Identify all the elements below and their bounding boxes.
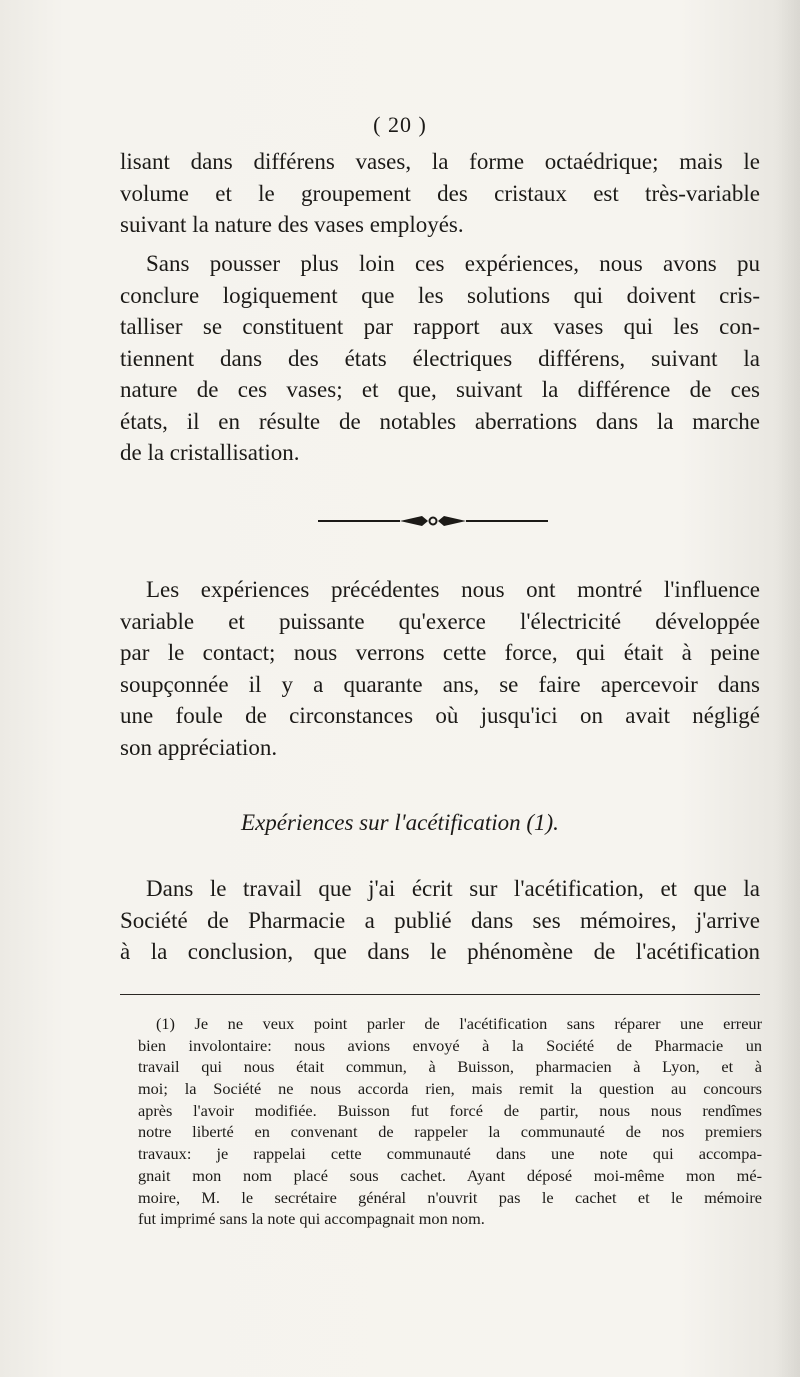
paragraph-2	[120, 248, 760, 469]
page-number: ( 20 )	[373, 112, 427, 137]
text-line: conclure logiquement que les solutions qui doivent cris-	[120, 282, 760, 308]
text-line: Les expériences précédentes nous ont montré l'influence	[146, 577, 760, 602]
text-line: tiennent dans des états électriques différens, suivant la	[120, 345, 760, 371]
footnote-line: moi; la Société ne nous accorda rien, mais remit la question au concours	[138, 1079, 762, 1099]
text-line: soupçonnée il y a quarante ans, se faire apercevoir dans	[120, 671, 760, 697]
footnote-line: (1) Je ne veux point parler de l'acétification sans réparer une erreur	[156, 1014, 762, 1033]
text-line: Société de Pharmacie a publié dans ses mémoires, j'arrive	[120, 907, 760, 933]
footnote-line: bien involontaire: nous avions envoyé à la Société de Pharmacie un	[138, 1035, 762, 1055]
footnote-line: gnait mon nom placé sous cachet. Ayant déposé moi-même mon mé-	[138, 1165, 762, 1185]
text-line: suivant la nature des vases employés.	[120, 212, 464, 237]
paragraph-4	[120, 873, 760, 968]
footnote-line: travaux: je rappelai cette communauté dans une note qui accompa-	[138, 1144, 762, 1164]
text-line: lisant dans différens vases, la forme octaédrique; mais le	[120, 149, 760, 174]
text-line: Dans le travail que j'ai écrit sur l'acétification, et que la	[146, 876, 760, 901]
footnote-line: moire, M. le secrétaire général n'ouvrit pas le cachet et le mémoire	[138, 1187, 762, 1207]
footnote-line: fut imprimé sans la note qui accompagnait mon nom.	[138, 1209, 485, 1229]
footnote-line: travail qui nous était commun, à Buisson, pharmacien à Lyon, et à	[138, 1057, 762, 1077]
text-line: nature de ces vases; et que, suivant la différence de ces	[120, 377, 760, 402]
paragraph-1	[120, 146, 760, 241]
text-line: à la conclusion, que dans le phénomène de l'acétification	[120, 939, 760, 964]
text-line: une foule de circonstances où jusqu'ici on avait négligé	[120, 703, 760, 728]
section-heading: Expériences sur l'acétification (1).	[241, 810, 559, 835]
text-line: talliser se constituent par rapport aux vases qui les con-	[120, 314, 760, 339]
text-line: états, il en résulte de notables aberrations dans la marche	[120, 408, 760, 434]
footnote-rule	[120, 994, 760, 995]
text-line: volume et le groupement des cristaux est très-variable	[120, 180, 760, 206]
text-line: de la cristallisation.	[120, 440, 300, 465]
footnote-line: après l'avoir modifiée. Buisson fut forcé de partir, nous nous rendîmes	[138, 1100, 762, 1120]
ornament-divider	[318, 511, 548, 531]
footnote	[138, 1013, 762, 1230]
text-line: son appréciation.	[120, 734, 278, 760]
text-line: par le contact; nous verrons cette force, qui était à peine	[120, 640, 760, 665]
text-line: Sans pousser plus loin ces expériences, nous avons pu	[146, 251, 760, 276]
paragraph-3	[120, 574, 760, 763]
footnote-line: notre liberté en convenant de rappeler la communauté de nos premiers	[138, 1122, 762, 1142]
text-line: variable et puissante qu'exerce l'électricité développée	[120, 608, 760, 634]
